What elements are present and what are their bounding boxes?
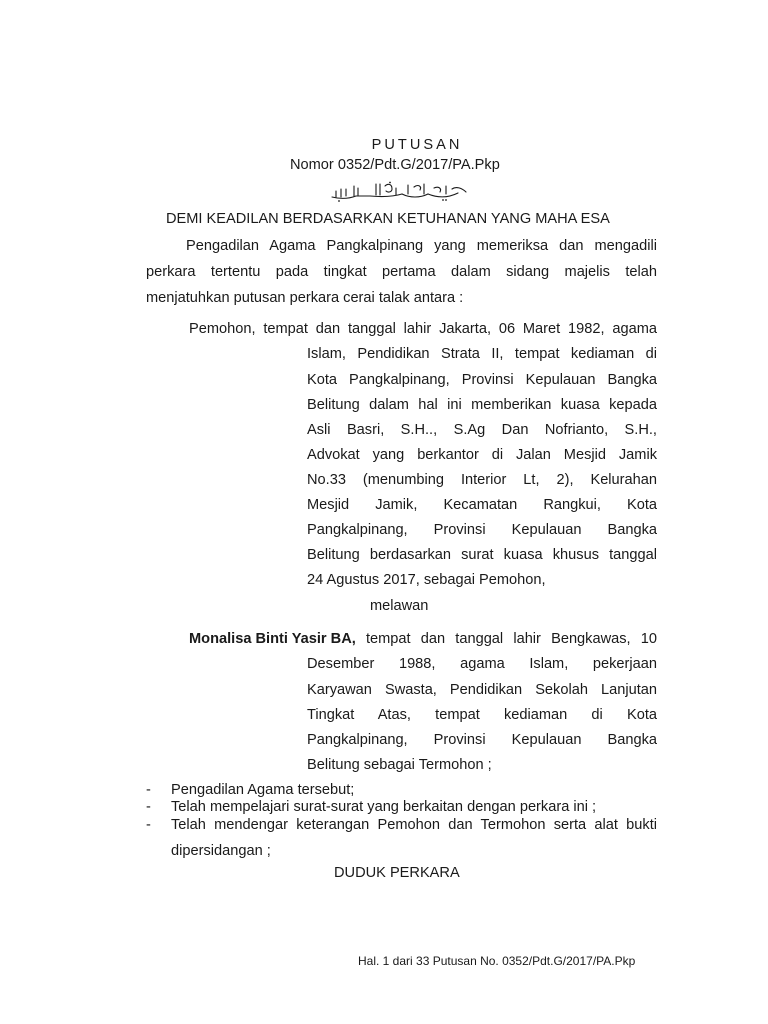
pemohon-line: Mesjid Jamik, Kecamatan Rangkui, Kota xyxy=(307,497,657,513)
pemohon-first-line: Pemohon, tempat dan tanggal lahir Jakarta, 06 Maret 1982, agama xyxy=(189,321,657,337)
pemohon-line: Belitung berdasarkan surat kuasa khusus tanggal xyxy=(307,547,657,563)
termohon-last-line: Belitung sebagai Termohon ; xyxy=(307,757,492,773)
page-footer: Hal. 1 dari 33 Putusan No. 0352/Pdt.G/2017/PA.Pkp xyxy=(358,954,636,968)
basmalah-calligraphy xyxy=(330,180,470,204)
pemohon-line: Advokat yang berkantor di Jalan Mesjid Jamik xyxy=(307,447,657,463)
termohon-first-line-text: tempat dan tanggal lahir Bengkawas, 10 xyxy=(355,631,657,647)
termohon-line: Karyawan Swasta, Pendidikan Sekolah Lanjutan xyxy=(307,682,657,698)
pemohon-line: Belitung dalam hal ini memberikan kuasa kepada xyxy=(307,397,657,413)
opening-phrase: DEMI KEADILAN BERDASARKAN KETUHANAN YANG MAHA ESA xyxy=(166,211,610,227)
intro-line: perkara tertentu pada tingkat pertama dalam sidang majelis telah xyxy=(146,264,657,280)
melawan-label: melawan xyxy=(370,598,429,614)
pemohon-last-line: 24 Agustus 2017, sebagai Pemohon, xyxy=(307,572,546,588)
intro-line: Pengadilan Agama Pangkalpinang yang memeriksa dan mengadili xyxy=(186,238,657,254)
document-title: PUTUSAN xyxy=(371,137,463,153)
termohon-line: Pangkalpinang, Provinsi Kepulauan Bangka xyxy=(307,732,657,748)
pemohon-line: Islam, Pendidikan Strata II, tempat kediaman di xyxy=(307,346,657,362)
bullet-text: Telah mendengar keterangan Pemohon dan Termohon serta alat bukti xyxy=(171,817,657,833)
bullet-text: Pengadilan Agama tersebut; xyxy=(171,782,355,798)
termohon-first-line xyxy=(189,630,657,648)
pemohon-line: No.33 (menumbing Interior Lt, 2), Kelurahan xyxy=(307,472,657,488)
termohon-line: Desember 1988, agama Islam, pekerjaan xyxy=(307,656,657,672)
bullet-dash: - xyxy=(146,799,151,815)
intro-line: menjatuhkan putusan perkara cerai talak antara : xyxy=(146,290,464,306)
bullet-dash: - xyxy=(146,817,151,833)
bullet-dash: - xyxy=(146,782,151,798)
case-number: Nomor 0352/Pdt.G/2017/PA.Pkp xyxy=(290,157,500,173)
section-heading: DUDUK PERKARA xyxy=(334,865,460,881)
pemohon-line: Asli Basri, S.H.., S.Ag Dan Nofrianto, S.H., xyxy=(307,422,657,438)
termohon-name: Monalisa Binti Yasir BA, xyxy=(189,631,356,647)
termohon-line: Tingkat Atas, tempat kediaman di Kota xyxy=(307,707,657,723)
list-item xyxy=(0,816,768,834)
list-item xyxy=(0,781,768,799)
bullet-text: Telah mempelajari surat-surat yang berkaitan dengan perkara ini ; xyxy=(171,799,597,815)
pemohon-line: Pangkalpinang, Provinsi Kepulauan Bangka xyxy=(307,522,657,538)
bullet-continuation: dipersidangan ; xyxy=(171,843,271,859)
list-item xyxy=(0,798,768,816)
pemohon-line: Kota Pangkalpinang, Provinsi Kepulauan Bangka xyxy=(307,372,657,388)
